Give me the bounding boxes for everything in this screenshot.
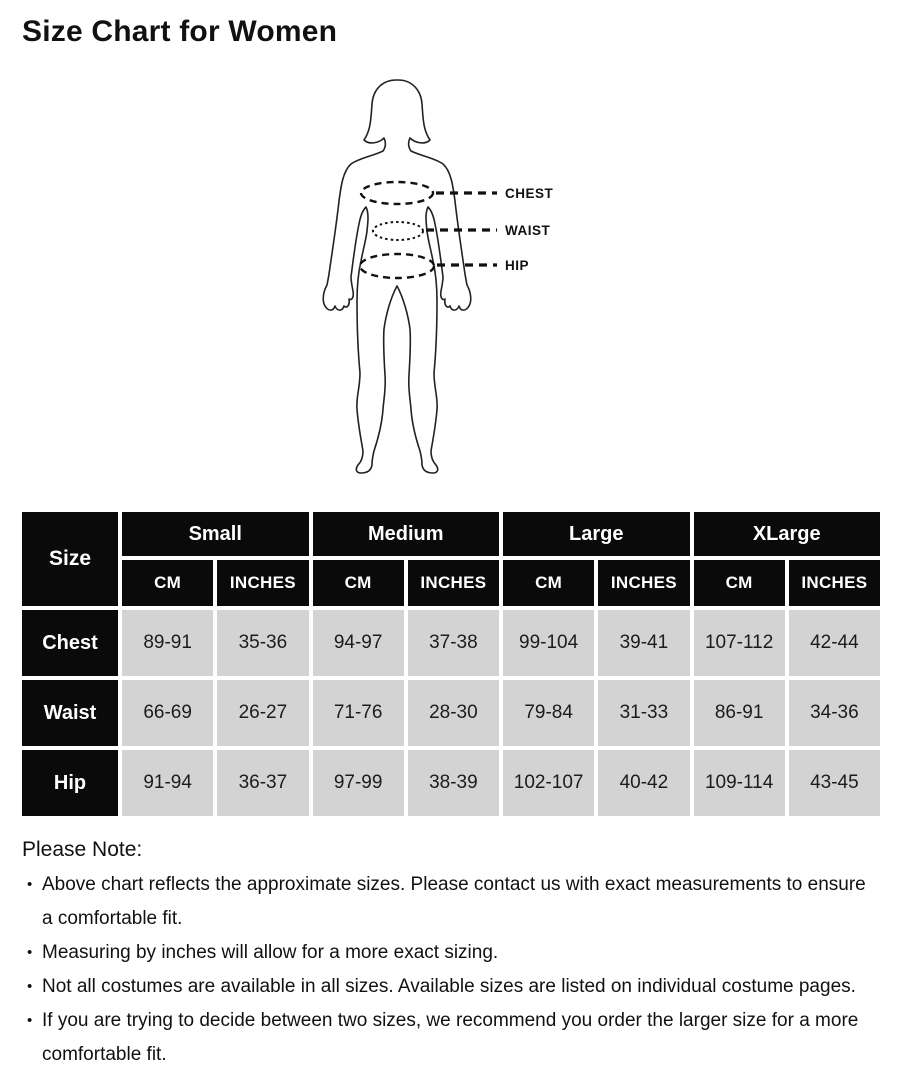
unit-header-medium-cm: CM	[313, 560, 404, 606]
chest-xlarge-cm: 107-112	[694, 610, 785, 676]
hip-small-inches: 36-37	[217, 750, 308, 816]
body-measurement-figure	[280, 75, 590, 485]
unit-header-small-inches: INCHES	[217, 560, 308, 606]
chest-medium-inches: 37-38	[408, 610, 499, 676]
size-group-xlarge: XLarge	[694, 512, 881, 556]
waist-medium-cm: 71-76	[313, 680, 404, 746]
size-group-medium: Medium	[313, 512, 500, 556]
unit-header-medium-inches: INCHES	[408, 560, 499, 606]
waist-small-inches: 26-27	[217, 680, 308, 746]
table-row-hip	[22, 750, 880, 816]
row-label-waist: Waist	[22, 680, 118, 746]
waist-medium-inches: 28-30	[408, 680, 499, 746]
unit-header-large-cm: CM	[503, 560, 594, 606]
hip-label: HIP	[505, 258, 530, 273]
note-item-between-sizes: • If you are trying to decide between two sizes, we recommend you order the larger size for a more comfortable fit.	[42, 1004, 870, 1072]
unit-header-large-inches: INCHES	[598, 560, 689, 606]
size-table-group-header-row	[22, 512, 880, 556]
hip-medium-cm: 97-99	[313, 750, 404, 816]
table-row-chest	[22, 610, 880, 676]
waist-small-cm: 66-69	[122, 680, 213, 746]
chest-large-inches: 39-41	[598, 610, 689, 676]
waist-xlarge-inches: 34-36	[789, 680, 880, 746]
row-label-chest: Chest	[22, 610, 118, 676]
waist-label: WAIST	[505, 223, 551, 238]
notes-title: Please Note:	[22, 838, 143, 861]
note-item-availability: • Not all costumes are available in all sizes. Available sizes are listed on individual costume pages.	[42, 970, 870, 1004]
unit-header-xlarge-cm: CM	[694, 560, 785, 606]
hip-small-cm: 91-94	[122, 750, 213, 816]
waist-xlarge-cm: 86-91	[694, 680, 785, 746]
size-group-small: Small	[122, 512, 309, 556]
note-item-measuring-inches: • Measuring by inches will allow for a more exact sizing.	[42, 936, 870, 970]
chest-label: CHEST	[505, 186, 554, 201]
chest-small-cm: 89-91	[122, 610, 213, 676]
chest-large-cm: 99-104	[503, 610, 594, 676]
hip-large-inches: 40-42	[598, 750, 689, 816]
chest-xlarge-inches: 42-44	[789, 610, 880, 676]
size-table	[18, 508, 884, 820]
row-label-hip: Hip	[22, 750, 118, 816]
size-group-large: Large	[503, 512, 690, 556]
table-row-waist	[22, 680, 880, 746]
hip-xlarge-cm: 109-114	[694, 750, 785, 816]
body-outline-drawing	[323, 80, 470, 473]
body-measurement-diagram	[280, 75, 590, 485]
page-title: Size Chart for Women	[22, 15, 338, 48]
hip-xlarge-inches: 43-45	[789, 750, 880, 816]
chest-small-inches: 35-36	[217, 610, 308, 676]
chest-medium-cm: 94-97	[313, 610, 404, 676]
notes-section	[22, 838, 905, 1072]
unit-header-xlarge-inches: INCHES	[789, 560, 880, 606]
size-table-corner-cell: Size	[22, 512, 118, 606]
hip-large-cm: 102-107	[503, 750, 594, 816]
size-table-unit-header-row	[22, 560, 880, 606]
notes-list	[42, 868, 870, 1072]
unit-header-small-cm: CM	[122, 560, 213, 606]
note-item-approximate-sizes: • Above chart reflects the approximate sizes. Please contact us with exact measurements to ensure a comfortable fit.	[42, 868, 870, 936]
waist-large-cm: 79-84	[503, 680, 594, 746]
hip-medium-inches: 38-39	[408, 750, 499, 816]
waist-large-inches: 31-33	[598, 680, 689, 746]
